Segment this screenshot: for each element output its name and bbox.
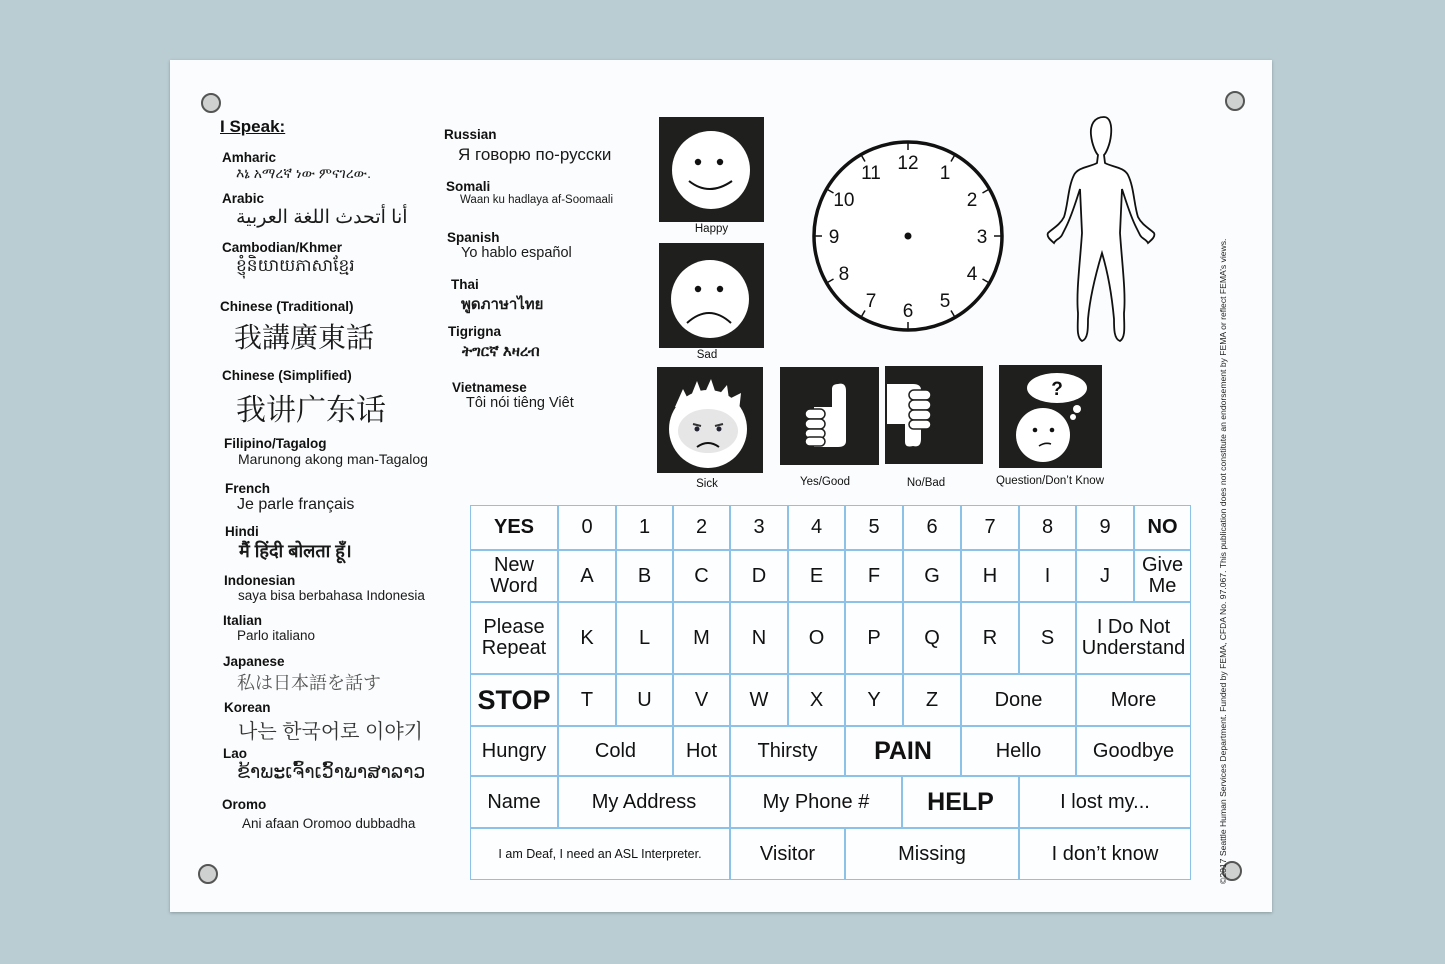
language-name: Thai — [451, 277, 479, 292]
cell-letter-b[interactable]: B — [616, 550, 673, 602]
language-phrase: 私は日本語を話す — [237, 673, 381, 693]
cell-letter-h[interactable]: H — [961, 550, 1019, 602]
language-chinese-simplified[interactable] — [222, 368, 386, 429]
cell-letter-w[interactable]: W — [730, 674, 788, 726]
no-bad-label: No/Bad — [906, 477, 946, 489]
cell-my-address[interactable]: My Address — [558, 776, 730, 828]
cell-hello[interactable]: Hello — [961, 726, 1076, 776]
clock-numeral: 1 — [939, 162, 951, 184]
svg-text:?: ? — [1051, 379, 1063, 400]
language-name: French — [225, 481, 271, 496]
language-name: Chinese (Traditional) — [220, 299, 354, 314]
sad-card[interactable] — [659, 243, 764, 348]
language-somali[interactable] — [446, 179, 613, 206]
language-phrase: ខ្ញុំនិយាយភាសាខ្មែរ — [236, 256, 355, 275]
question-label: Question/Don’t Know — [995, 475, 1105, 487]
language-lao[interactable] — [223, 746, 425, 784]
cell-cold[interactable]: Cold — [558, 726, 673, 776]
happy-face-icon — [659, 117, 764, 222]
binder-hole-bottom-left — [198, 864, 218, 884]
cell-letter-f[interactable]: F — [845, 550, 903, 602]
clock-numeral: 7 — [865, 291, 877, 313]
language-oromo[interactable] — [222, 797, 415, 831]
cell-letter-o[interactable]: O — [788, 602, 845, 674]
cell-give-me[interactable]: Give Me — [1134, 550, 1191, 602]
language-tigrigna[interactable] — [448, 324, 540, 360]
language-phrase: मैं हिंदी बोलता हूँ। — [239, 541, 352, 561]
language-phrase: ຂ້າພະເຈົ້າເວົ້າພາສາລາວ — [237, 762, 426, 783]
language-phrase: Ani afaan Oromoo dubbadha — [242, 816, 416, 831]
cell-digit-9[interactable]: 9 — [1076, 505, 1134, 550]
language-name: Italian — [223, 613, 263, 628]
language-phrase: እኔ አማረኛ ነው ምናገረው. — [236, 165, 371, 181]
language-hindi[interactable] — [225, 524, 352, 563]
clock-numeral: 4 — [966, 264, 978, 285]
clock-numeral: 11 — [861, 162, 881, 184]
clock-numeral: 12 — [897, 153, 919, 174]
clock-numeral: 2 — [966, 190, 978, 211]
cell-letter-m[interactable]: M — [673, 602, 730, 674]
clock-numeral: 3 — [976, 227, 988, 248]
sick-label: Sick — [696, 478, 718, 490]
language-phrase: พูดภาษาไทย — [461, 296, 544, 313]
no-bad-card[interactable] — [885, 366, 983, 464]
cell-thirsty[interactable]: Thirsty — [730, 726, 845, 776]
yes-good-label: Yes/Good — [799, 476, 851, 488]
language-phrase: ትግርኛ እዛረብ — [462, 343, 540, 360]
cell-missing[interactable]: Missing — [845, 828, 1019, 880]
cell-letter-c[interactable]: C — [673, 550, 730, 602]
language-name: Indonesian — [224, 573, 296, 588]
cell-letter-a[interactable]: A — [558, 550, 616, 602]
cell-no[interactable]: NO — [1134, 505, 1191, 550]
cell-letter-r[interactable]: R — [961, 602, 1019, 674]
language-name: Arabic — [222, 191, 265, 206]
happy-label: Happy — [694, 223, 729, 235]
language-phrase: Yo hablo español — [461, 245, 572, 261]
cell-letter-v[interactable]: V — [673, 674, 730, 726]
language-japanese[interactable] — [223, 654, 381, 695]
cell-i-dont-know[interactable]: I don’t know — [1019, 828, 1191, 880]
cell-digit-5[interactable]: 5 — [845, 505, 903, 550]
cell-name[interactable]: Name — [470, 776, 558, 828]
language-phrase: أنا أتحدث اللغة العربية — [236, 207, 408, 228]
i-speak-heading: I Speak: — [220, 117, 286, 136]
language-name: Korean — [224, 700, 271, 715]
language-name: Somali — [446, 179, 491, 194]
sick-card[interactable] — [657, 367, 763, 473]
cell-digit-1[interactable]: 1 — [616, 505, 673, 550]
cell-digit-8[interactable]: 8 — [1019, 505, 1076, 550]
cell-please-repeat[interactable]: Please Repeat — [470, 602, 558, 674]
language-french[interactable] — [225, 481, 354, 514]
question-card[interactable] — [999, 365, 1102, 468]
language-khmer[interactable] — [222, 240, 355, 280]
cell-digit-0[interactable]: 0 — [558, 505, 616, 550]
language-vietnamese[interactable] — [452, 380, 574, 411]
language-phrase: Tôi nói tiêng Viêt — [466, 395, 574, 411]
cell-new-word[interactable]: New Word — [470, 550, 558, 602]
language-name: Tigrigna — [448, 324, 502, 339]
cell-visitor[interactable]: Visitor — [730, 828, 845, 880]
language-name: Lao — [223, 746, 248, 761]
clock-numeral: 10 — [833, 190, 855, 211]
sad-face-icon — [659, 243, 764, 348]
cell-letter-y[interactable]: Y — [845, 674, 903, 726]
language-phrase: 我講廣東話 — [234, 322, 375, 353]
cell-pain[interactable]: PAIN — [845, 726, 961, 776]
language-thai[interactable] — [451, 277, 543, 316]
cell-digit-7[interactable]: 7 — [961, 505, 1019, 550]
cell-letter-g[interactable]: G — [903, 550, 961, 602]
cell-digit-6[interactable]: 6 — [903, 505, 961, 550]
language-amharic[interactable] — [222, 150, 371, 182]
cell-letter-n[interactable]: N — [730, 602, 788, 674]
cell-letter-x[interactable]: X — [788, 674, 845, 726]
cell-letter-l[interactable]: L — [616, 602, 673, 674]
language-phrase: Marunong akong man-Tagalog — [238, 451, 428, 467]
cell-letter-k[interactable]: K — [558, 602, 616, 674]
language-arabic[interactable] — [222, 191, 408, 229]
cell-done[interactable]: Done — [961, 674, 1076, 726]
language-phrase: Parlo italiano — [237, 628, 316, 643]
clock-numeral: 8 — [838, 264, 850, 285]
language-phrase: 我讲广东话 — [236, 394, 386, 427]
clock-numeral: 6 — [902, 301, 914, 322]
language-name: Vietnamese — [452, 380, 527, 395]
cell-my-phone[interactable]: My Phone # — [730, 776, 902, 828]
language-italian[interactable] — [223, 613, 315, 643]
cell-digit-4[interactable]: 4 — [788, 505, 845, 550]
cell-digit-3[interactable]: 3 — [730, 505, 788, 550]
cell-letter-q[interactable]: Q — [903, 602, 961, 674]
language-tagalog[interactable] — [224, 436, 428, 467]
communication-board-grid — [470, 505, 1191, 880]
language-phrase: Je parle français — [237, 496, 355, 513]
funding-disclaimer: ©2017 Seattle Human Services Department. Funded by FEMA, CFDA No. 97.067. This publication does not constitute an endorsement by FEMA or reflect FEMA’s views. — [1218, 238, 1228, 884]
happy-card[interactable] — [659, 117, 764, 222]
language-name: Spanish — [447, 230, 500, 245]
language-phrase: Я говорю по-русски — [458, 145, 612, 164]
cell-hot[interactable]: Hot — [673, 726, 730, 776]
language-chinese-traditional[interactable] — [220, 299, 374, 356]
language-name: Japanese — [223, 654, 285, 669]
cell-letter-z[interactable]: Z — [903, 674, 961, 726]
cell-i-do-not-understand[interactable]: I Do Not Understand — [1076, 602, 1191, 674]
language-name: Amharic — [222, 150, 277, 165]
cell-goodbye[interactable]: Goodbye — [1076, 726, 1191, 776]
cell-digit-2[interactable]: 2 — [673, 505, 730, 550]
language-phrase: Waan ku hadlaya af-Soomaali — [460, 194, 613, 206]
thumbs-down-icon — [885, 366, 983, 464]
cell-more[interactable]: More — [1076, 674, 1191, 726]
cell-deaf-asl-interpreter[interactable]: I am Deaf, I need an ASL Interpreter. — [470, 828, 730, 880]
cell-stop[interactable]: STOP — [470, 674, 558, 726]
cell-hungry[interactable]: Hungry — [470, 726, 558, 776]
sad-label: Sad — [696, 349, 718, 361]
language-name: Russian — [444, 127, 497, 142]
language-phrase: 나는 한국어로 이야기 — [238, 721, 423, 743]
language-spanish[interactable] — [447, 230, 572, 261]
clock-numeral: 9 — [828, 227, 840, 248]
language-name: Cambodian/Khmer — [222, 240, 343, 255]
language-russian[interactable] — [444, 127, 611, 165]
cell-letter-p[interactable]: P — [845, 602, 903, 674]
yes-good-card[interactable] — [780, 367, 879, 465]
cell-i-lost-my[interactable]: I lost my... — [1019, 776, 1191, 828]
sick-face-icon — [657, 367, 763, 473]
cell-letter-u[interactable]: U — [616, 674, 673, 726]
clock-face-icon[interactable] — [810, 138, 1006, 334]
cell-help[interactable]: HELP — [902, 776, 1019, 828]
cell-yes[interactable]: YES — [470, 505, 558, 550]
clock-numeral: 5 — [939, 291, 951, 313]
cell-letter-s[interactable]: S — [1019, 602, 1076, 674]
binder-hole-top-left — [201, 93, 221, 113]
thumbs-up-icon — [780, 367, 879, 465]
cell-letter-t[interactable]: T — [558, 674, 616, 726]
cell-letter-e[interactable]: E — [788, 550, 845, 602]
body-outline-icon[interactable] — [1040, 113, 1170, 348]
language-indonesian[interactable] — [224, 573, 425, 603]
cell-letter-j[interactable]: J — [1076, 550, 1134, 602]
language-name: Filipino/Tagalog — [224, 436, 327, 451]
language-name: Chinese (Simplified) — [222, 368, 352, 383]
language-korean[interactable] — [224, 700, 423, 744]
language-name: Hindi — [225, 524, 259, 539]
question-face-icon — [999, 365, 1102, 468]
cell-letter-d[interactable]: D — [730, 550, 788, 602]
language-phrase: saya bisa berbahasa Indonesia — [238, 588, 425, 603]
cell-letter-i[interactable]: I — [1019, 550, 1076, 602]
language-name: Oromo — [222, 797, 267, 812]
binder-hole-top-right — [1225, 91, 1245, 111]
